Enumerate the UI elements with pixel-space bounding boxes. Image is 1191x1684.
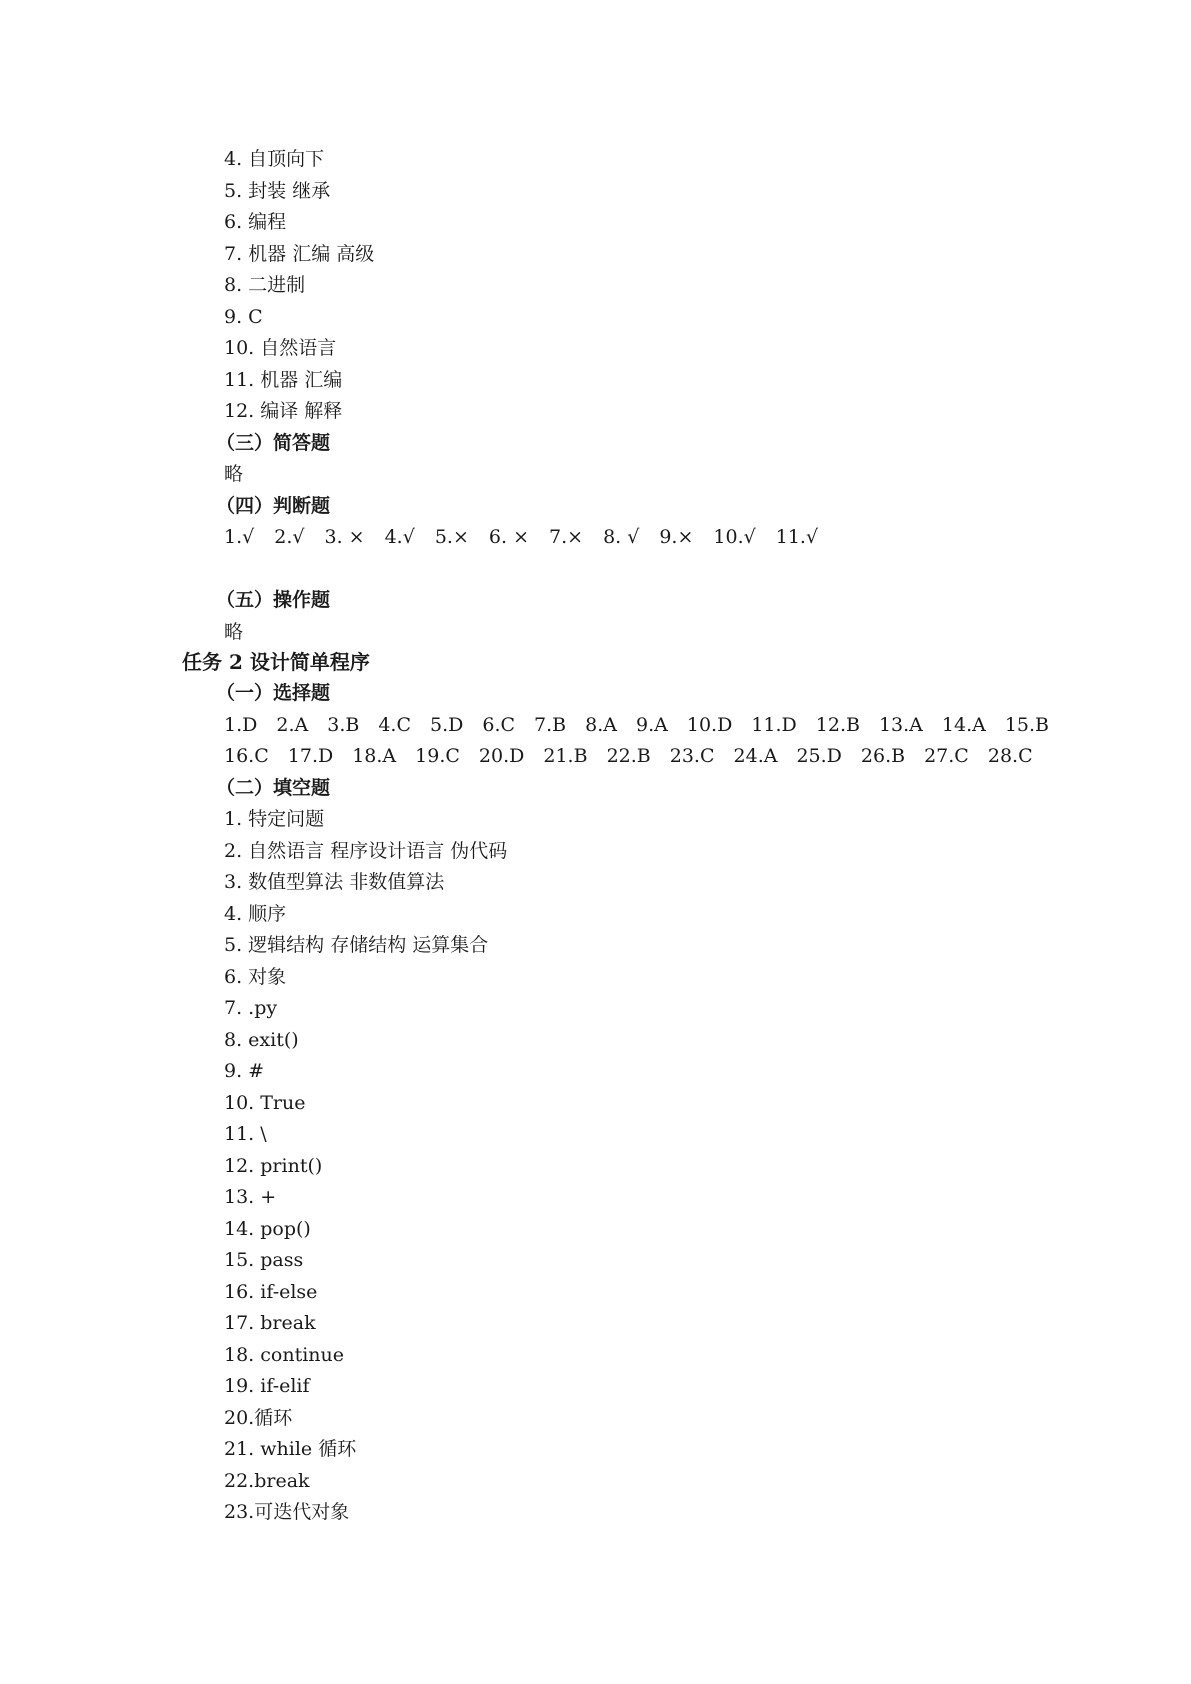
- mc-answer: 6.C: [482, 713, 516, 736]
- answer-line: 9. C: [224, 305, 263, 328]
- mc-answer: 22.B: [606, 745, 651, 767]
- operation-heading: （五）操作题: [216, 589, 331, 611]
- answer-line: 11. 机器 汇编: [224, 368, 343, 391]
- fill-answer: 10. True: [224, 1091, 306, 1114]
- short-answer-text: 略: [224, 463, 244, 485]
- mc-answer: 12.B: [815, 713, 860, 736]
- spacer: [224, 554, 1124, 586]
- fill-answer: 4. 顺序: [224, 902, 287, 925]
- fill-answer: 13. +: [224, 1186, 277, 1208]
- mc-answer: 5.D: [430, 713, 464, 736]
- choice-heading: （一）选择题: [216, 682, 331, 704]
- tf-answer: 5.×: [434, 526, 469, 548]
- answer-line: 6. 编程: [224, 211, 287, 233]
- mc-answer: 11.D: [751, 713, 797, 736]
- answer-line: 8. 二进制: [224, 274, 306, 296]
- answer-line: 12. 编译 解释: [224, 400, 343, 422]
- fill-answer: 16. if-else: [224, 1280, 318, 1303]
- true-false-answers: [224, 522, 1124, 554]
- mc-answer: 3.B: [327, 713, 360, 736]
- choice-answers-row-1: [224, 710, 1124, 742]
- tf-answer: 11.√: [775, 526, 819, 548]
- tf-answer: 2.√: [274, 526, 305, 548]
- fill-heading: （二）填空题: [216, 776, 331, 799]
- tf-answer: 4.√: [384, 526, 415, 548]
- fill-answer: 11. \: [224, 1123, 267, 1145]
- fill-answer: 12. print(): [224, 1154, 323, 1177]
- fill-answer: 20.循环: [224, 1406, 293, 1429]
- mc-answer: 9.A: [636, 713, 668, 736]
- answer-line: 4. 自顶向下: [224, 148, 325, 170]
- mc-answer: 10.D: [686, 713, 733, 736]
- tf-answer: 1.√: [224, 526, 255, 548]
- mc-answer: 21.B: [543, 745, 588, 767]
- choice-answers-row-2: [224, 741, 1124, 773]
- mc-answer: 24.A: [733, 745, 778, 767]
- fill-answer: 5. 逻辑结构 存储结构 运算集合: [224, 934, 489, 956]
- fill-answer: 6. 对象: [224, 965, 287, 988]
- mc-answer: 16.C: [224, 745, 269, 767]
- fill-answer: 3. 数值型算法 非数值算法: [224, 871, 445, 893]
- answer-line: 7. 机器 汇编 高级: [224, 242, 375, 265]
- mc-answer: 7.B: [534, 713, 567, 736]
- mc-answer: 18.A: [352, 745, 397, 767]
- mc-answer: 26.B: [860, 745, 906, 767]
- mc-answer: 4.C: [378, 713, 411, 736]
- mc-answer: 13.A: [878, 713, 923, 736]
- mc-answer: 25.D: [796, 745, 842, 767]
- fill-answer: 9. #: [224, 1060, 265, 1082]
- fill-answer: 21. while 循环: [224, 1438, 357, 1460]
- true-false-heading: （四）判断题: [216, 494, 331, 517]
- fill-answer: 15. pass: [224, 1249, 304, 1271]
- fill-answer: 7. .py: [224, 997, 278, 1019]
- mc-answer: 19.C: [415, 745, 460, 767]
- mc-answer: 8.A: [585, 713, 617, 736]
- tf-answer: 8. √: [603, 526, 640, 548]
- fill-answer: 14. pop(): [224, 1217, 311, 1240]
- tf-answer: 7.×: [549, 526, 584, 548]
- operation-text: 略: [224, 620, 244, 643]
- fill-answer: 19. if-elif: [224, 1375, 310, 1397]
- mc-answer: 23.C: [669, 745, 715, 767]
- tf-answer: 6. ×: [488, 526, 529, 548]
- mc-answer: 27.C: [924, 745, 969, 767]
- tf-answer: 9.×: [659, 526, 694, 548]
- mc-answer: 17.D: [287, 745, 334, 767]
- fill-answer: 8. exit(): [224, 1028, 299, 1051]
- task-2-title: 任务 2 设计简单程序: [182, 650, 370, 674]
- mc-answer: 15.B: [1004, 713, 1050, 736]
- fill-answer: 2. 自然语言 程序设计语言 伪代码: [224, 839, 508, 862]
- tf-answer: 3. ×: [324, 526, 365, 548]
- section-a-block: [216, 144, 1124, 648]
- answer-line: 10. 自然语言: [224, 337, 337, 359]
- mc-answer: 20.D: [478, 745, 525, 767]
- mc-answer: 28.C: [987, 745, 1033, 767]
- mc-answer: 2.A: [276, 713, 309, 736]
- fill-answer: 17. break: [224, 1312, 316, 1334]
- tf-answer: 10.√: [713, 526, 756, 548]
- mc-answer: 14.A: [941, 713, 986, 736]
- fill-answer: 23.可迭代对象: [224, 1501, 350, 1523]
- task-2-block: [216, 678, 1124, 1529]
- answer-line: 5. 封装 继承: [224, 179, 331, 202]
- mc-answer: 1.D: [224, 713, 258, 736]
- fill-answer: 1. 特定问题: [224, 808, 325, 830]
- short-answer-heading: （三）简答题: [216, 431, 331, 454]
- fill-answer: 22.break: [224, 1469, 310, 1492]
- fill-answer: 18. continue: [224, 1343, 345, 1366]
